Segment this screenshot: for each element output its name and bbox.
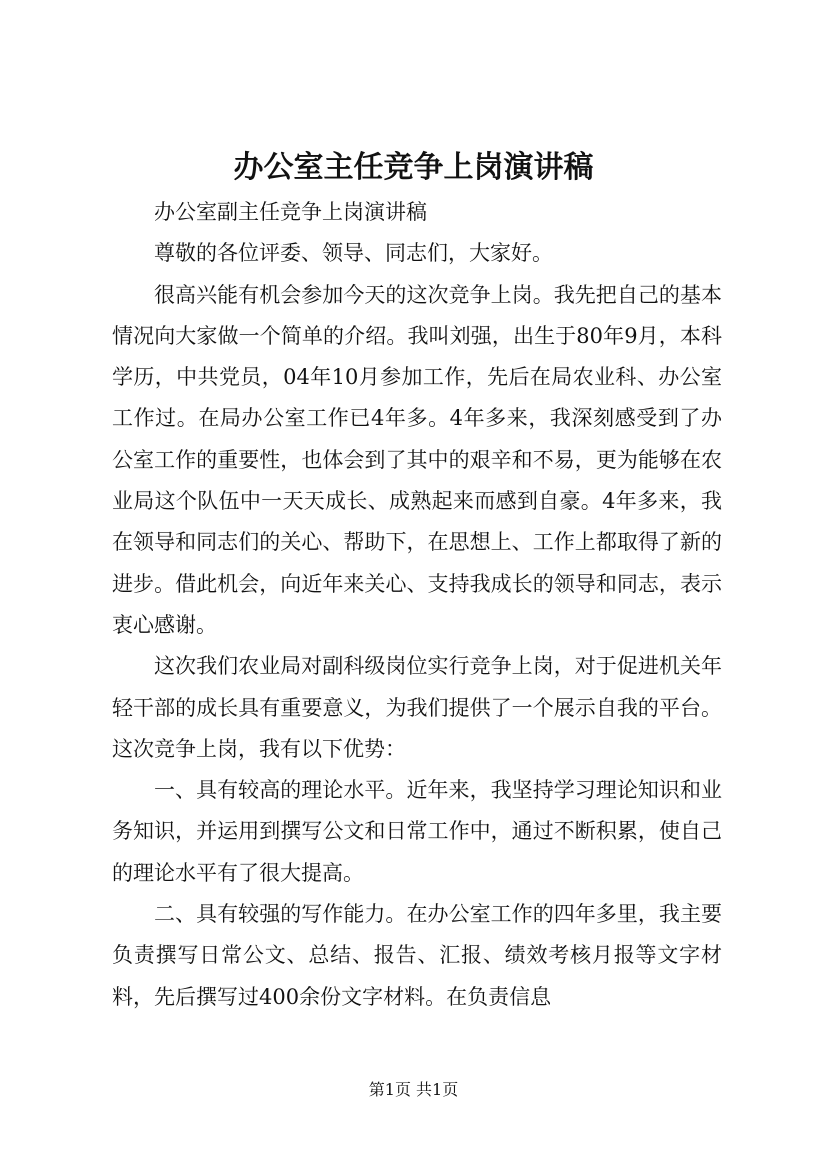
paragraph-greeting: 尊敬的各位评委、领导、同志们，大家好。 [154, 241, 553, 266]
page-footer: 第1页 共1页 [368, 1080, 459, 1099]
paragraph-context: 这次我们农业局对副科级岗位实行竞争上岗，对于促进机关年轻干部的成长具有重要意义，为我们提供了一个展示自我的平台。这次竞争上岗，我有以下优势： [112, 654, 722, 761]
document-title: 办公室主任竞争上岗演讲稿 [233, 150, 594, 185]
paragraph-introduction: 很高兴能有机会参加今天的这次竞争上岗。我先把自己的基本情况向大家做一个简单的介绍。我叫刘强，出生于80年9月，本科学历，中共党员，04年10月参加工作，先后在局农业科、办公室工作过。在局办公室工作已4年多。4年多来，我深刻感受到了办公室工作的重要性，也体会到了其中的艰辛和不易，更为能够在农业局这个队伍中一天天成长、成熟起来而感到自豪。4年多来，我在领导和同志们的关心、帮助下，在思想上、工作上都取得了新的进步。借此机会，向近年来关心、支持我成长的领导和同志，表示衷心感谢。 [112, 282, 722, 637]
paragraph-advantage-1: 一、具有较高的理论水平。近年来，我坚持学习理论知识和业务知识，并运用到撰写公文和日常工作中，通过不断积累，使自己的理论水平有了很大提高。 [112, 778, 722, 885]
paragraph-advantage-2: 二、具有较强的写作能力。在办公室工作的四年多里，我主要负责撰写日常公文、总结、报告、汇报、绩效考核月报等文字材料，先后撰写过400余份文字材料。在负责信息 [112, 902, 722, 1009]
paragraph-subtitle: 办公室副主任竞争上岗演讲稿 [154, 200, 427, 224]
document-body [112, 192, 722, 1018]
